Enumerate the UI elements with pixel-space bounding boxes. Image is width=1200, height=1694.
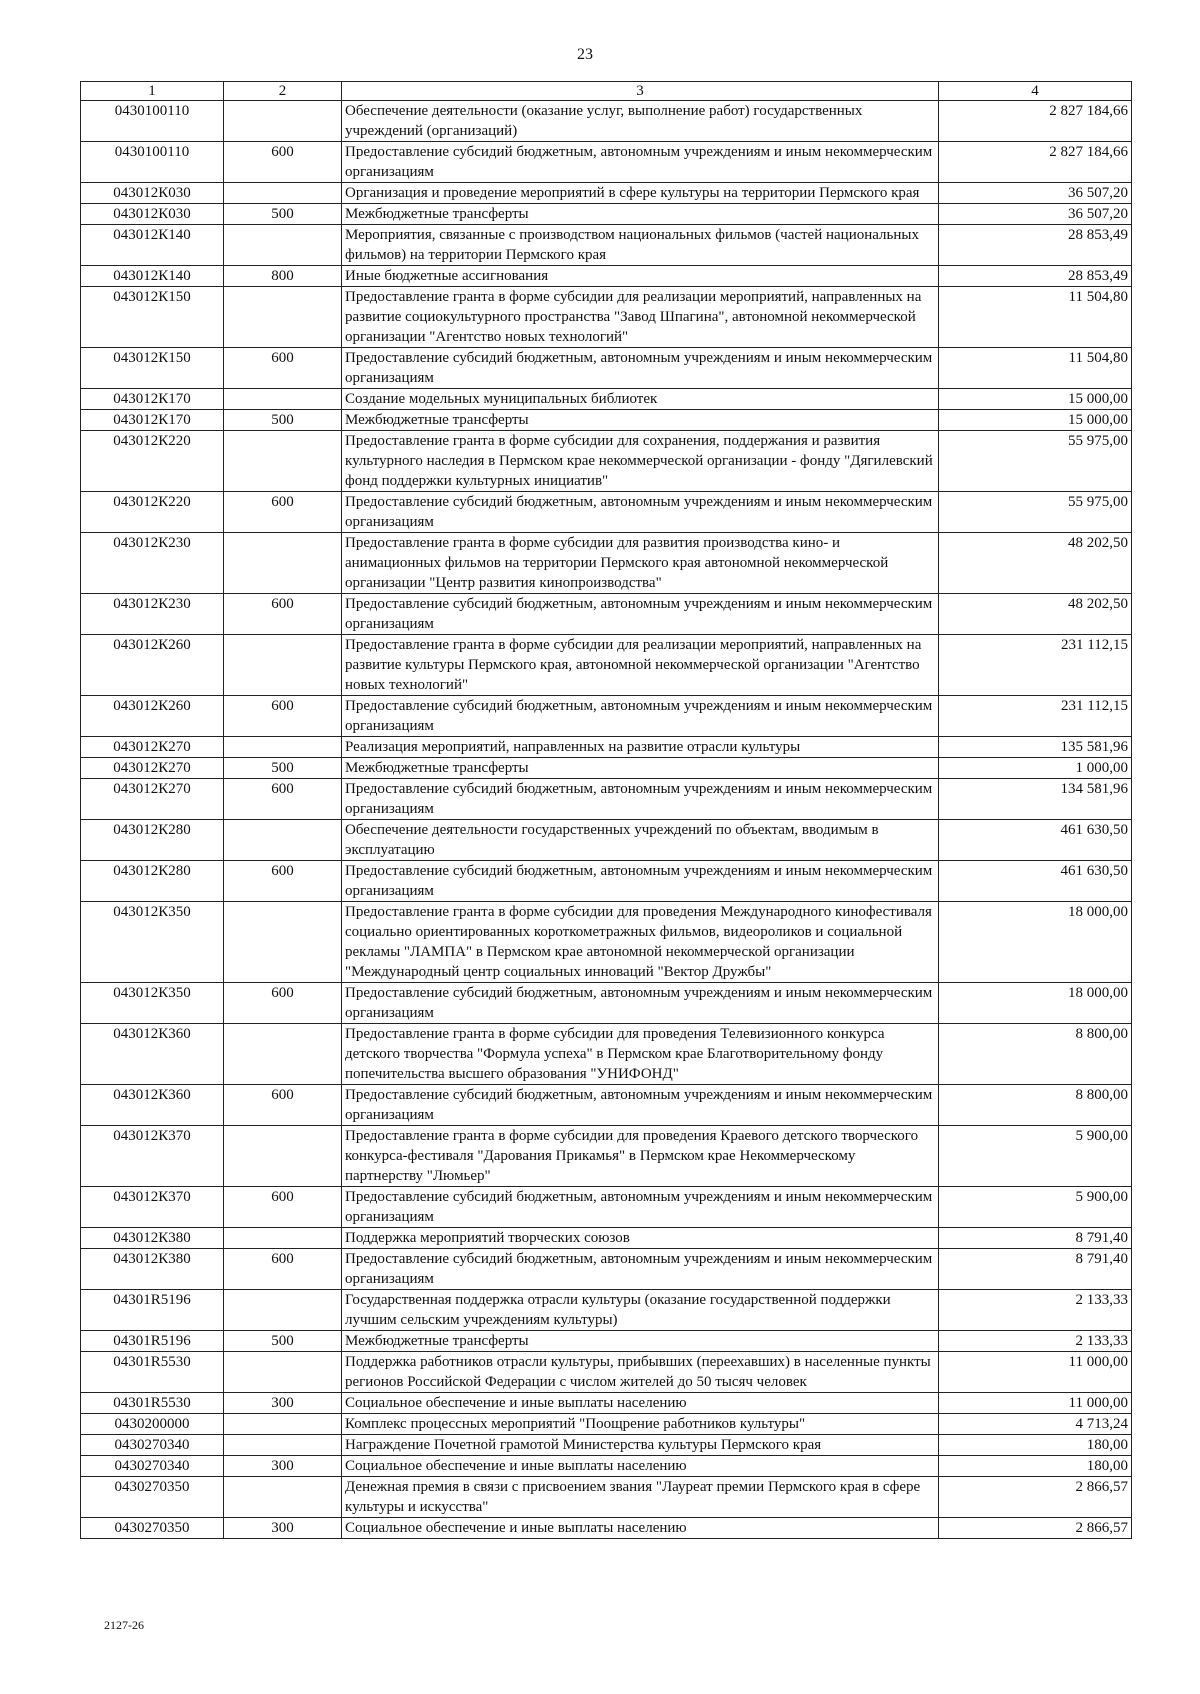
- row-code: 0430270340: [81, 1435, 224, 1456]
- row-expense-type: 600: [224, 983, 342, 1024]
- row-code: 043012К230: [81, 533, 224, 594]
- row-code: 043012К270: [81, 758, 224, 779]
- row-code: 043012К380: [81, 1228, 224, 1249]
- row-amount: 55 975,00: [939, 431, 1132, 492]
- row-expense-type: 600: [224, 1187, 342, 1228]
- row-code: 0430270350: [81, 1477, 224, 1518]
- table-row: [81, 1414, 1132, 1435]
- row-expense-type: 600: [224, 142, 342, 183]
- row-amount: 180,00: [939, 1456, 1132, 1477]
- row-code: 0430100110: [81, 142, 224, 183]
- row-code: 0430270350: [81, 1518, 224, 1539]
- row-code: 043012К280: [81, 820, 224, 861]
- row-name: Обеспечение деятельности (оказание услуг, выполнение работ) государственных учреждений (организаций): [342, 101, 939, 142]
- row-amount: 180,00: [939, 1435, 1132, 1456]
- row-expense-type: [224, 1435, 342, 1456]
- row-code: 043012К260: [81, 696, 224, 737]
- row-code: 04301R5196: [81, 1290, 224, 1331]
- row-code: 043012К380: [81, 1249, 224, 1290]
- table-row: [81, 737, 1132, 758]
- row-amount: 135 581,96: [939, 737, 1132, 758]
- row-name: Денежная премия в связи с присвоением звания "Лауреат премии Пермского края в сфере культуры и искусства": [342, 1477, 939, 1518]
- row-expense-type: 800: [224, 266, 342, 287]
- row-amount: 4 713,24: [939, 1414, 1132, 1435]
- row-name: Организация и проведение мероприятий в сфере культуры на территории Пермского края: [342, 183, 939, 204]
- row-expense-type: [224, 431, 342, 492]
- row-expense-type: [224, 820, 342, 861]
- row-expense-type: [224, 183, 342, 204]
- row-name: Межбюджетные трансферты: [342, 204, 939, 225]
- row-amount: 461 630,50: [939, 861, 1132, 902]
- table-header: [81, 82, 1132, 101]
- row-name: Предоставление субсидий бюджетным, автономным учреждениям и иным некоммерческим организациям: [342, 1249, 939, 1290]
- row-name: Награждение Почетной грамотой Министерства культуры Пермского края: [342, 1435, 939, 1456]
- table-row: [81, 431, 1132, 492]
- table-row: [81, 758, 1132, 779]
- table-row: [81, 348, 1132, 389]
- row-name: Межбюджетные трансферты: [342, 1331, 939, 1352]
- row-amount: 5 900,00: [939, 1187, 1132, 1228]
- row-code: 043012К220: [81, 492, 224, 533]
- row-expense-type: 500: [224, 758, 342, 779]
- row-amount: 2 133,33: [939, 1331, 1132, 1352]
- row-name: Социальное обеспечение и иные выплаты населению: [342, 1518, 939, 1539]
- row-expense-type: 500: [224, 204, 342, 225]
- row-expense-type: 300: [224, 1456, 342, 1477]
- table-row: [81, 101, 1132, 142]
- table-row: [81, 779, 1132, 820]
- header-cell-1: 1: [81, 82, 224, 101]
- row-code: 043012К150: [81, 287, 224, 348]
- row-name: Предоставление субсидий бюджетным, автономным учреждениям и иным некоммерческим организациям: [342, 983, 939, 1024]
- table-row: [81, 1085, 1132, 1126]
- row-name: Предоставление субсидий бюджетным, автономным учреждениям и иным некоммерческим организациям: [342, 1085, 939, 1126]
- row-name: Предоставление гранта в форме субсидии для сохранения, поддержания и развития культурного наследия в Пермском крае некоммерческой организации - фонду "Дягилевский фонд поддержки культурных инициатив": [342, 431, 939, 492]
- row-code: 043012К230: [81, 594, 224, 635]
- row-expense-type: 600: [224, 696, 342, 737]
- row-name: Создание модельных муниципальных библиотек: [342, 389, 939, 410]
- row-expense-type: 600: [224, 492, 342, 533]
- header-cell-3: 3: [342, 82, 939, 101]
- row-name: Предоставление субсидий бюджетным, автономным учреждениям и иным некоммерческим организациям: [342, 1187, 939, 1228]
- row-name: Реализация мероприятий, направленных на развитие отрасли культуры: [342, 737, 939, 758]
- row-amount: 461 630,50: [939, 820, 1132, 861]
- table-row: [81, 1393, 1132, 1414]
- row-amount: 28 853,49: [939, 225, 1132, 266]
- table-row: [81, 492, 1132, 533]
- row-amount: 8 800,00: [939, 1024, 1132, 1085]
- row-expense-type: [224, 1414, 342, 1435]
- row-code: 043012К170: [81, 410, 224, 431]
- row-code: 04301R5530: [81, 1393, 224, 1414]
- row-amount: 2 866,57: [939, 1518, 1132, 1539]
- row-name: Предоставление субсидий бюджетным, автономным учреждениям и иным некоммерческим организациям: [342, 696, 939, 737]
- row-expense-type: [224, 635, 342, 696]
- table-row: [81, 266, 1132, 287]
- table-row: [81, 142, 1132, 183]
- row-code: 043012К140: [81, 225, 224, 266]
- row-expense-type: 600: [224, 1249, 342, 1290]
- table-row: [81, 225, 1132, 266]
- table-row: [81, 635, 1132, 696]
- row-amount: 18 000,00: [939, 902, 1132, 983]
- budget-table: [80, 81, 1132, 1539]
- row-name: Предоставление гранта в форме субсидии для реализации мероприятий, направленных на развитие социокультурного пространства "Завод Шпагина", автономной некоммерческой организации "Агентство новых технологий": [342, 287, 939, 348]
- row-expense-type: 600: [224, 779, 342, 820]
- row-name: Социальное обеспечение и иные выплаты населению: [342, 1456, 939, 1477]
- row-code: 043012К280: [81, 861, 224, 902]
- row-name: Предоставление гранта в форме субсидии для проведения Телевизионного конкурса детского творчества "Формула успеха" в Пермском крае Благотворительному фонду попечительства высшего образования "УНИФОНД": [342, 1024, 939, 1085]
- row-amount: 28 853,49: [939, 266, 1132, 287]
- row-amount: 48 202,50: [939, 533, 1132, 594]
- table-row: [81, 1435, 1132, 1456]
- row-name: Поддержка мероприятий творческих союзов: [342, 1228, 939, 1249]
- row-name: Предоставление субсидий бюджетным, автономным учреждениям и иным некоммерческим организациям: [342, 348, 939, 389]
- row-code: 043012К220: [81, 431, 224, 492]
- row-expense-type: [224, 1477, 342, 1518]
- table-row: [81, 820, 1132, 861]
- row-code: 043012К350: [81, 983, 224, 1024]
- table-row: [81, 1228, 1132, 1249]
- row-amount: 15 000,00: [939, 410, 1132, 431]
- row-amount: 55 975,00: [939, 492, 1132, 533]
- table-row: [81, 1290, 1132, 1331]
- row-amount: 8 800,00: [939, 1085, 1132, 1126]
- row-code: 043012К170: [81, 389, 224, 410]
- table-row: [81, 1187, 1132, 1228]
- row-expense-type: 500: [224, 1331, 342, 1352]
- row-name: Предоставление субсидий бюджетным, автономным учреждениям и иным некоммерческим организациям: [342, 492, 939, 533]
- row-amount: 36 507,20: [939, 183, 1132, 204]
- table-row: [81, 389, 1132, 410]
- row-amount: 11 000,00: [939, 1352, 1132, 1393]
- row-expense-type: 300: [224, 1393, 342, 1414]
- row-name: Межбюджетные трансферты: [342, 758, 939, 779]
- row-expense-type: 600: [224, 1085, 342, 1126]
- row-code: 043012К360: [81, 1024, 224, 1085]
- row-expense-type: [224, 101, 342, 142]
- row-name: Мероприятия, связанные с производством национальных фильмов (частей национальных фильмов) на территории Пермского края: [342, 225, 939, 266]
- row-expense-type: [224, 1290, 342, 1331]
- table-row: [81, 410, 1132, 431]
- row-code: 043012К370: [81, 1126, 224, 1187]
- row-expense-type: 600: [224, 861, 342, 902]
- row-amount: 231 112,15: [939, 696, 1132, 737]
- table-row: [81, 902, 1132, 983]
- row-expense-type: 500: [224, 410, 342, 431]
- row-amount: 2 827 184,66: [939, 101, 1132, 142]
- row-expense-type: 600: [224, 594, 342, 635]
- row-expense-type: 300: [224, 1518, 342, 1539]
- row-name: Иные бюджетные ассигнования: [342, 266, 939, 287]
- row-code: 043012К150: [81, 348, 224, 389]
- table-row: [81, 983, 1132, 1024]
- row-amount: 2 866,57: [939, 1477, 1132, 1518]
- row-amount: 11 504,80: [939, 287, 1132, 348]
- row-code: 043012К260: [81, 635, 224, 696]
- row-name: Обеспечение деятельности государственных учреждений по объектам, вводимым в эксплуатацию: [342, 820, 939, 861]
- row-amount: 8 791,40: [939, 1228, 1132, 1249]
- header-cell-4: 4: [939, 82, 1132, 101]
- table-row: [81, 183, 1132, 204]
- row-code: 043012К030: [81, 183, 224, 204]
- row-code: 0430200000: [81, 1414, 224, 1435]
- row-name: Предоставление субсидий бюджетным, автономным учреждениям и иным некоммерческим организациям: [342, 779, 939, 820]
- row-code: 043012К140: [81, 266, 224, 287]
- row-name: Государственная поддержка отрасли культуры (оказание государственной поддержки лучшим сельским учреждениям культуры): [342, 1290, 939, 1331]
- row-code: 043012К350: [81, 902, 224, 983]
- table-row: [81, 204, 1132, 225]
- table-row: [81, 1249, 1132, 1290]
- table-row: [81, 287, 1132, 348]
- row-amount: 11 504,80: [939, 348, 1132, 389]
- table-row: [81, 1331, 1132, 1352]
- row-name: Социальное обеспечение и иные выплаты населению: [342, 1393, 939, 1414]
- row-amount: 11 000,00: [939, 1393, 1132, 1414]
- table-row: [81, 861, 1132, 902]
- row-name: Предоставление субсидий бюджетным, автономным учреждениям и иным некоммерческим организациям: [342, 861, 939, 902]
- row-code: 043012К270: [81, 779, 224, 820]
- row-amount: 2 133,33: [939, 1290, 1132, 1331]
- row-name: Комплекс процессных мероприятий "Поощрение работников культуры": [342, 1414, 939, 1435]
- table-row: [81, 1352, 1132, 1393]
- row-expense-type: [224, 389, 342, 410]
- row-name: Предоставление субсидий бюджетным, автономным учреждениям и иным некоммерческим организациям: [342, 142, 939, 183]
- page-number: 23: [577, 46, 593, 63]
- row-amount: 15 000,00: [939, 389, 1132, 410]
- table-row: [81, 533, 1132, 594]
- row-code: 04301R5530: [81, 1352, 224, 1393]
- row-expense-type: [224, 1126, 342, 1187]
- row-amount: 18 000,00: [939, 983, 1132, 1024]
- row-expense-type: [224, 737, 342, 758]
- row-amount: 231 112,15: [939, 635, 1132, 696]
- header-cell-2: 2: [224, 82, 342, 101]
- table-row: [81, 594, 1132, 635]
- row-amount: 134 581,96: [939, 779, 1132, 820]
- row-name: Предоставление субсидий бюджетным, автономным учреждениям и иным некоммерческим организациям: [342, 594, 939, 635]
- row-amount: 8 791,40: [939, 1249, 1132, 1290]
- row-code: 0430270340: [81, 1456, 224, 1477]
- row-amount: 2 827 184,66: [939, 142, 1132, 183]
- table-body: [81, 101, 1132, 1539]
- table-row: [81, 1518, 1132, 1539]
- table-row: [81, 1477, 1132, 1518]
- row-name: Предоставление гранта в форме субсидии для проведения Краевого детского творческого конкурса-фестиваля "Дарования Прикамья" в Пермском крае Некоммерческому партнерству "Люмьер": [342, 1126, 939, 1187]
- row-amount: 48 202,50: [939, 594, 1132, 635]
- row-expense-type: [224, 533, 342, 594]
- row-expense-type: 600: [224, 348, 342, 389]
- row-expense-type: [224, 902, 342, 983]
- row-code: 043012К030: [81, 204, 224, 225]
- document-code: 2127-26: [104, 1618, 144, 1632]
- row-expense-type: [224, 1228, 342, 1249]
- table-row: [81, 1456, 1132, 1477]
- row-expense-type: [224, 1024, 342, 1085]
- row-name: Предоставление гранта в форме субсидии для проведения Международного кинофестиваля социально ориентированных короткометражных фильмов, видеороликов и социальной рекламы "ЛАМПА" в Пермском крае автономной некоммерческой организации "Международный центр социальных инноваций "Вектор Дружбы": [342, 902, 939, 983]
- row-amount: 36 507,20: [939, 204, 1132, 225]
- row-code: 043012К370: [81, 1187, 224, 1228]
- row-code: 04301R5196: [81, 1331, 224, 1352]
- row-code: 0430100110: [81, 101, 224, 142]
- row-code: 043012К270: [81, 737, 224, 758]
- row-code: 043012К360: [81, 1085, 224, 1126]
- row-name: Поддержка работников отрасли культуры, прибывших (переехавших) в населенные пункты регионов Российской Федерации с числом жителей до 50 тысяч человек: [342, 1352, 939, 1393]
- row-amount: 5 900,00: [939, 1126, 1132, 1187]
- row-expense-type: [224, 225, 342, 266]
- row-name: Межбюджетные трансферты: [342, 410, 939, 431]
- row-name: Предоставление гранта в форме субсидии для реализации мероприятий, направленных на развитие культуры Пермского края, автономной некоммерческой организации "Агентство новых технологий": [342, 635, 939, 696]
- row-name: Предоставление гранта в форме субсидии для развития производства кино- и анимационных фильмов на территории Пермского края автономной некоммерческой организации "Центр развития кинопроизводства": [342, 533, 939, 594]
- row-expense-type: [224, 287, 342, 348]
- table-row: [81, 1024, 1132, 1085]
- table-row: [81, 1126, 1132, 1187]
- header-row: [81, 82, 1132, 101]
- row-amount: 1 000,00: [939, 758, 1132, 779]
- row-expense-type: [224, 1352, 342, 1393]
- table-row: [81, 696, 1132, 737]
